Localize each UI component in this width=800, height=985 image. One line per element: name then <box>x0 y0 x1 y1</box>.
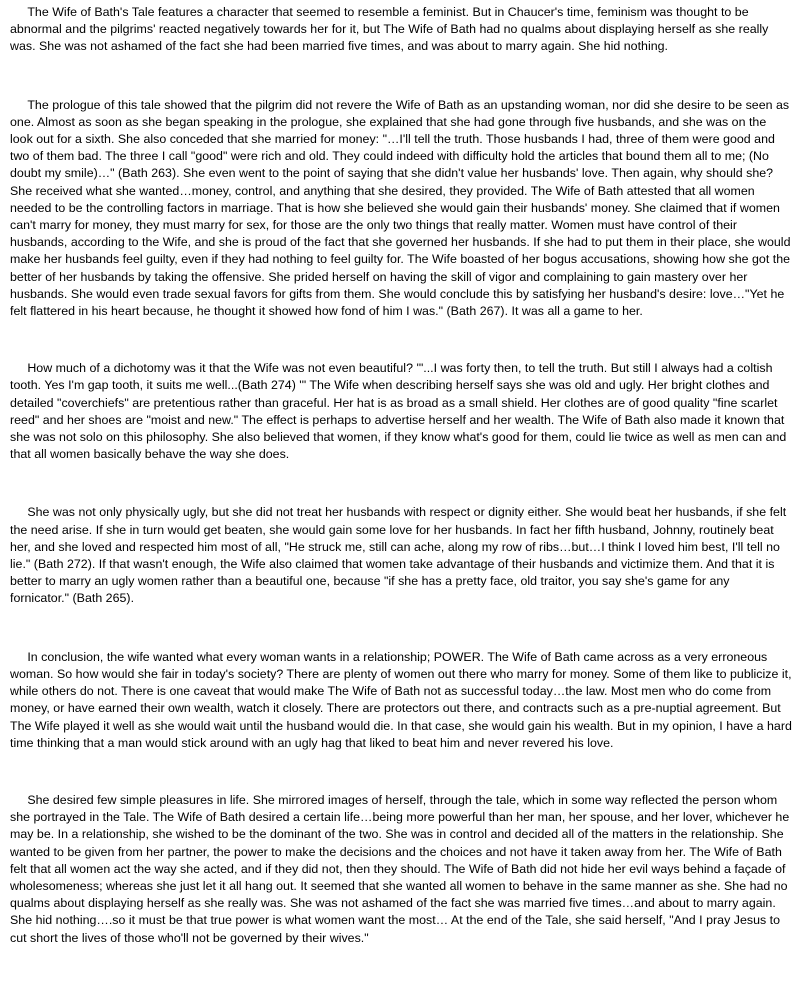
paragraph-spacer <box>10 320 792 360</box>
paragraph-dichotomy: How much of a dichotomy was it that the Wife was not even beautiful? '"...I was forty then, to tell the truth. But still I always had a coltish tooth. Yes I'm gap tooth, it suits me well...(Bath 274) '" The Wife when describing herself says she was old and ugly. Her bright clothes and detailed "coverchiefs" are pretentious rather than graceful. Her hat is as broad as a small shield. Her clothes are of good quality "fine scarlet reed" and her shoes are "moist and new." The effect is perhaps to advertise herself and her wealth. The Wife of Bath also made it known that she was not solo on this philosophy. She also believed that women, if they know what's good for them, could lie twice as well as men can and that all women basically behave the way she does. <box>10 361 790 462</box>
paragraph-intro: The Wife of Bath's Tale features a character that seemed to resemble a feminist. But in Chaucer's time, feminism was thought to be abnormal and the pilgrims' reacted negatively towards her for it, but The Wife of Bath had no qualms about displaying herself as she really was. She was not ashamed of the fact she had been married five times, and was about to marry again. She hid nothing. <box>10 5 772 54</box>
essay-document <box>10 4 796 947</box>
paragraph-pleasures: She desired few simple pleasures in life. She mirrored images of herself, through the tale, which in some way reflected the person whom she portrayed in the Tale. The Wife of Bath desired a certain life…being more powerful than her man, her spouse, and her lover, whichever he may be. In a relationship, she wished to be the dominant of the two. She was in control and decided all of the matters in the relationship. She wanted to be given from her partner, the power to make the decisions and the choices and not have it taken away from her. The Wife of Bath felt that all women act the way she acted, and if they did not, then they should. The Wife of Bath did not hide her evil ways behind a façade of wholesomeness; whereas she just let it all hang out. It seemed that she wanted all women to behave in the same manner as she. She had no qualms about displaying herself as she really was. She was not ashamed of the fact she was married five times…and about to marry again. She hid nothing….so it must be that true power is what women want the most… At the end of the Tale, she said herself, "And I pray Jesus to cut short the lives of those who'll not be governed by their wives." <box>10 792 793 945</box>
paragraph-spacer <box>10 752 792 792</box>
paragraph-spacer <box>10 56 792 97</box>
paragraph-prologue: The prologue of this tale showed that the pilgrim did not revere the Wife of Bath as an upstanding woman, nor did she desire to be seen as one. Almost as soon as she began speaking in the prologue, she explained that she had gone through five husbands, and she was on the look out for a sixth. She also conceded that she married for money: "…I'll tell the truth. Those husbands I had, three of them were good and two of them bad. The three I call "good" were rich and old. They could indeed with difficulty hold the articles that bound them all to me; (No doubt my smile)…" (Bath 263). She even went to the point of saying that she didn't value her husbands' love. Then again, why should she? She received what she wanted…money, control, and anything that she desired, they provided. The Wife of Bath attested that all women needed to be the controlling factors in marriage. That is how she believed she would gain their husbands' money. She claimed that if women can't marry for money, they must marry for sex, for those are the only two things that really matter. Women must have control of their husbands, according to the Wife, and she is proud of the fact that she governed her husbands. If she had to put them in their place, she would make her husbands feel guilty, even if they had nothing to feel guilty for. The Wife boasted of her bogus accusations, showing how she got the better of her husbands by taking the offensive. She prided herself on having the skill of vigor and complaining to gain mastery over her husbands. She would even trade sexual favors for gifts from them. She would conclude this by satisfying her husband's desire: love…"Yet he felt flattered in his heart because, he thought it showed how fond of him I was." (Bath 267). It was all a game to her. <box>10 97 794 319</box>
paragraph-husbands: She was not only physically ugly, but she did not treat her husbands with respect or dignity either. She would beat her husbands, if she felt the need arise. If she in turn would get beaten, she would gain some love for her husbands. In fact her fifth husband, Johnny, routinely beat her, and she loved and respected him most of all, "He struck me, still can ache, along my row of ribs…but…I think I loved him best, I'll tell no lie." (Bath 272). If that wasn't enough, the Wife also claimed that women take advantage of their husbands and victimize them. And that it is better to marry an ugly women rather than a beautiful one, because "if she has a pretty face, old traitor, you say she's game for any fornicator." (Bath 265). <box>10 505 790 606</box>
paragraph-spacer <box>10 608 792 649</box>
paragraph-spacer <box>10 463 792 504</box>
paragraph-conclusion: In conclusion, the wife wanted what every woman wants in a relationship; POWER. The Wife of Bath came across as a very erroneous woman. So how would she fair in today's society? There are plenty of women out there who marry for money. Some of them like to publicize it, while others do not. There is one caveat that would make The Wife of Bath not as successful today…the law. Most men who do come from money, or have earned their own wealth, watch it closely. There are protectors out there, and contracts such as a pre-nuptial agreement. But The Wife played it well as she would wait until the husband would die. In that case, she would gain his wealth. But in my opinion, I have a hard time thinking that a man would stick around with an ugly hag that liked to beat him and never revered his love. <box>10 649 796 750</box>
